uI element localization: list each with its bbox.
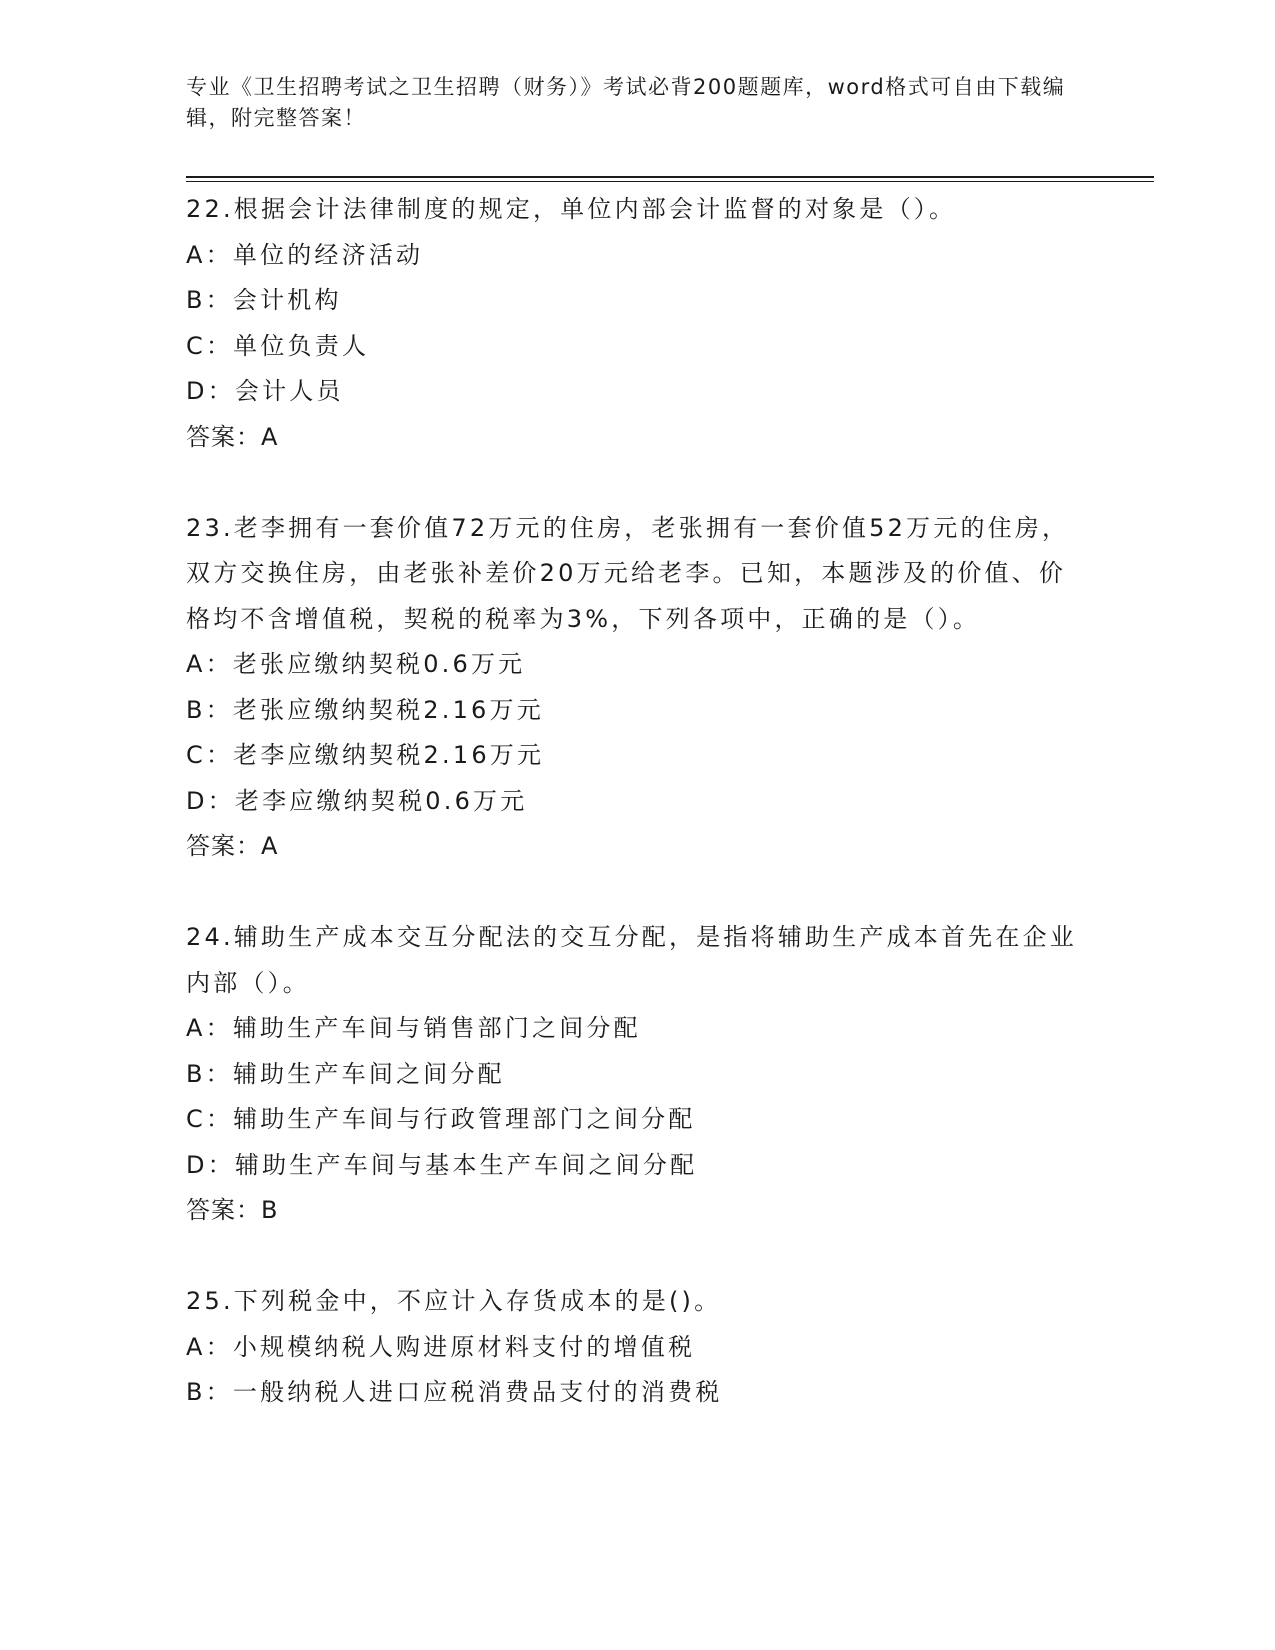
option-d: D：老李应缴纳契税0.6万元 <box>186 786 528 815</box>
answer-line: 答案：B <box>186 1196 279 1224</box>
answer-line: 答案：A <box>186 832 279 860</box>
question-23 <box>186 506 1086 870</box>
option-b: B：一般纳税人进口应税消费品支付的消费税 <box>186 1378 723 1406</box>
option-c: C：老李应缴纳契税2.16万元 <box>186 741 545 769</box>
question-25 <box>186 1279 1086 1416</box>
option-c: C：单位负责人 <box>186 331 370 360</box>
option-a: A：小规模纳税人购进原材料支付的增值税 <box>186 1332 696 1361</box>
option-a: A：单位的经济活动 <box>186 240 424 269</box>
question-22 <box>186 187 1086 460</box>
option-c: C：辅助生产车间与行政管理部门之间分配 <box>186 1105 696 1133</box>
question-spacer <box>186 1234 1086 1280</box>
option-d: D：辅助生产车间与基本生产车间之间分配 <box>186 1150 698 1179</box>
question-list <box>186 187 1086 1416</box>
option-d: D：会计人员 <box>186 377 344 405</box>
option-b: B：老张应缴纳契税2.16万元 <box>186 695 544 724</box>
question-stem: 24.辅助生产成本交互分配法的交互分配，是指将辅助生产成本首先在企业内部（）。 <box>186 923 1077 997</box>
question-stem: 25.下列税金中，不应计入存货成本的是()。 <box>186 1287 722 1315</box>
question-stem: 23.老李拥有一套价值72万元的住房，老张拥有一套价值52万元的住房，双方交换住房，由老张补差价20万元给老李。已知，本题涉及的价值、价格均不含增值税，契税的税率为3%，下列各项中，正确的是（）。 <box>186 513 1070 633</box>
document-header: 专业《卫生招聘考试之卫生招聘（财务）》考试必背200题题库，word格式可自由下载编辑，附完整答案！ <box>186 75 1066 130</box>
option-b: B：会计机构 <box>186 286 342 314</box>
option-b: B：辅助生产车间之间分配 <box>186 1059 505 1088</box>
question-stem: 22.根据会计法律制度的规定，单位内部会计监督的对象是（）。 <box>186 195 957 223</box>
question-24 <box>186 915 1086 1234</box>
question-spacer <box>186 460 1086 506</box>
option-a: A：老张应缴纳契税0.6万元 <box>186 650 526 678</box>
option-a: A：辅助生产车间与销售部门之间分配 <box>186 1014 641 1042</box>
header-divider <box>186 176 1154 182</box>
answer-line: 答案：A <box>186 422 279 451</box>
question-spacer <box>186 870 1086 916</box>
